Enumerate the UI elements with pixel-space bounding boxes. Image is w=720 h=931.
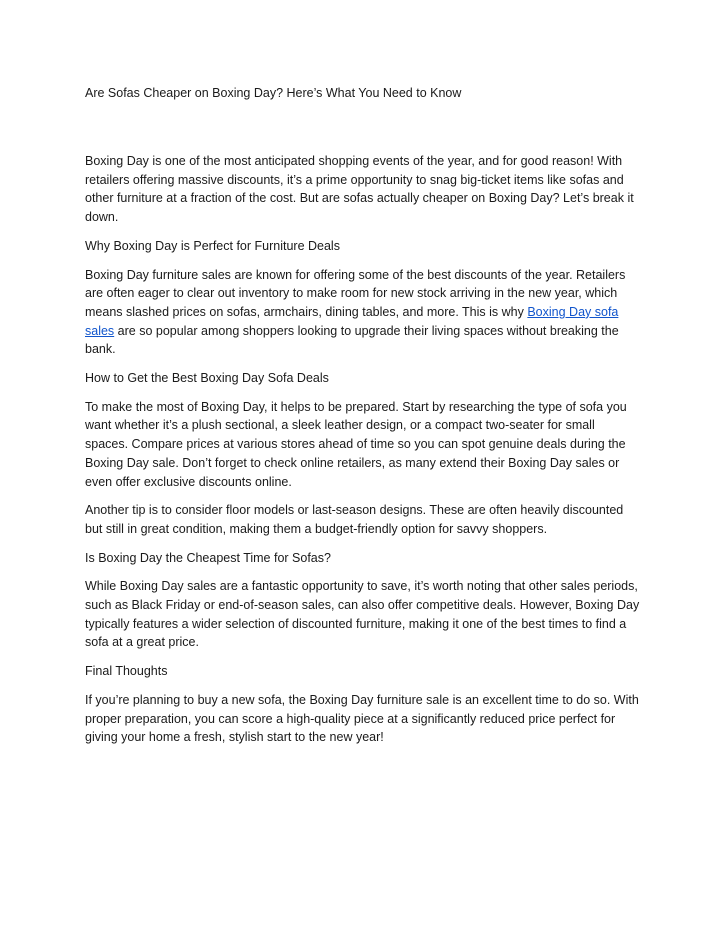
- section-heading-how: How to Get the Best Boxing Day Sofa Deals: [85, 371, 329, 386]
- section-paragraph-cheapest: While Boxing Day sales are a fantastic opportunity to save, it’s worth noting that other sales periods, such as Black Friday or end-of-season sales, can also offer competitive deals. However, Boxing Day typically features a wider selection of discounted furniture, making it one of the best times to find a sofa at a great price.: [85, 579, 640, 650]
- boxing-day-sofa-sales-link[interactable]: Boxing Day sofa sales: [85, 304, 619, 338]
- section-paragraph-how-2: Another tip is to consider floor models or last-season designs. These are often heavily discounted but still in great condition, making them a budget-friendly option for savvy shoppers.: [85, 503, 624, 536]
- intro-paragraph: Boxing Day is one of the most anticipated shopping events of the year, and for good reason! With retailers offering massive discounts, it’s a prime opportunity to snag big-ticket items like sofas and other furniture at a fraction of the cost. But are sofas actually cheaper on Boxing Day? Let’s break it down.: [85, 154, 634, 225]
- section-heading-cheapest: Is Boxing Day the Cheapest Time for Sofas?: [85, 550, 331, 565]
- section-paragraph-final: If you’re planning to buy a new sofa, the Boxing Day furniture sale is an excellent time to do so. With proper preparation, you can score a high-quality piece at a significantly reduced price perfect for giving your home a fresh, stylish start to the new year!: [85, 692, 639, 745]
- paragraph-text: Boxing Day furniture sales are known for offering some of the best discounts of the year. Retailers are often eager to clear out inventory to make room for new stock arriving in the new year, which means slashed prices on sofas, armchairs, dining tables, and more. This is why: [85, 267, 626, 319]
- section-paragraph-how-1: To make the most of Boxing Day, it helps to be prepared. Start by researching the type of sofa you want whether it’s a plush sectional, a sleek leather design, or a compact two-seater for small spaces. Compare prices at various stores ahead of time so you can spot genuine deals during the Boxing Day sale. Don’t forget to check online retailers, as many extend their Boxing Day sales or even offer exclusive discounts online.: [85, 399, 627, 489]
- section-paragraph-why: [85, 266, 640, 360]
- paragraph-text: are so popular among shoppers looking to upgrade their living spaces without breaking the bank.: [85, 323, 619, 357]
- section-heading-why: Why Boxing Day is Perfect for Furniture Deals: [85, 238, 340, 253]
- document-title: Are Sofas Cheaper on Boxing Day? Here’s What You Need to Know: [85, 86, 462, 100]
- document-page: [85, 84, 640, 757]
- section-heading-final: Final Thoughts: [85, 664, 168, 679]
